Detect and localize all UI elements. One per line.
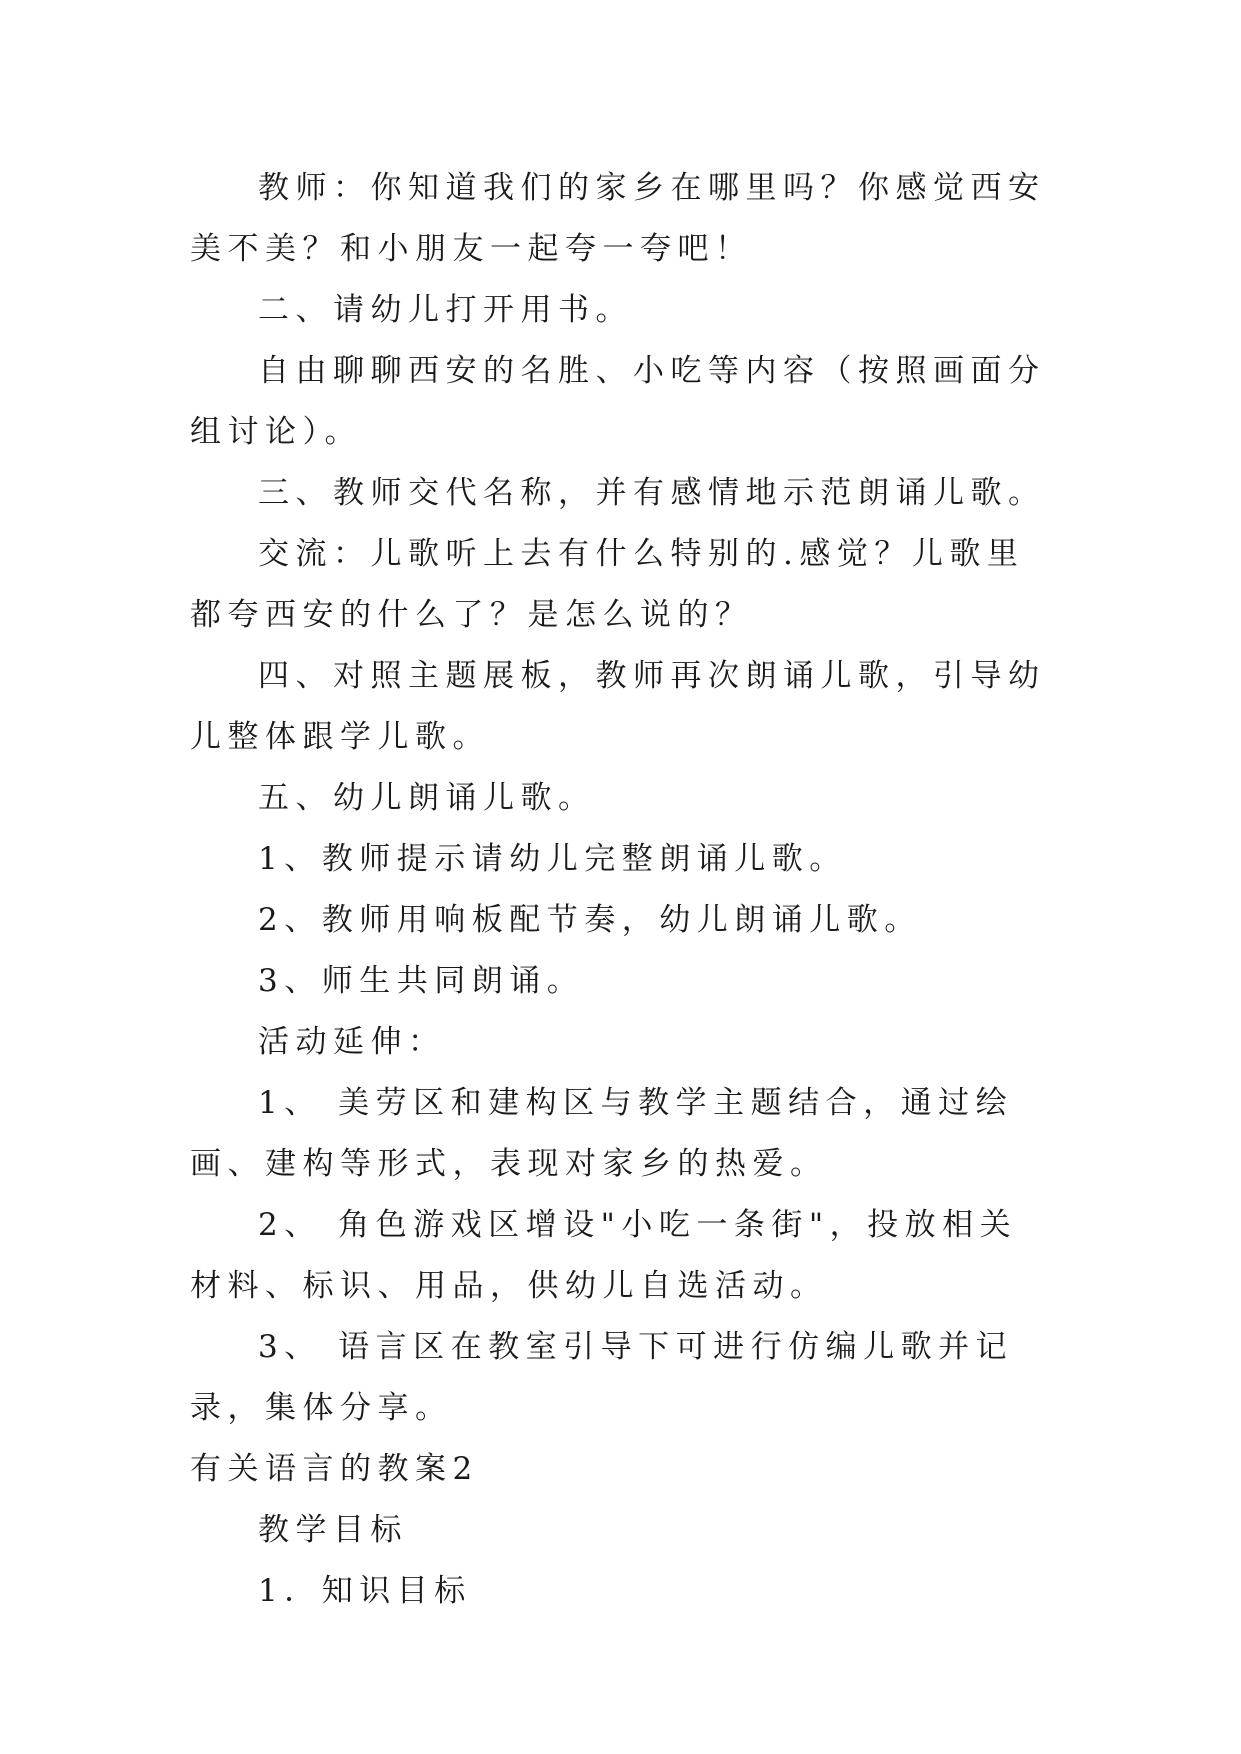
- paragraph-step-4: 四、对照主题展板，教师再次朗诵儿歌，引导幼儿整体跟学儿歌。: [190, 658, 1046, 755]
- section-heading: 有关语言的教案2: [190, 1451, 479, 1487]
- paragraph-item-2: 2、教师用响板配节奏，幼儿朗诵儿歌。: [258, 902, 922, 938]
- paragraph-item-3: 3、师生共同朗诵。: [258, 963, 585, 999]
- paragraph-extension-2: 2、 角色游戏区增设"小吃一条街"，投放相关材料、标识、用品，供幼儿自选活动。: [190, 1207, 1018, 1304]
- paragraph-step-2: 二、请幼儿打开用书。: [258, 292, 633, 328]
- paragraph-step-5: 五、幼儿朗诵儿歌。: [258, 780, 596, 816]
- paragraph-knowledge-goal: 1．知识目标: [258, 1573, 472, 1609]
- paragraph-exchange: 交流：儿歌听上去有什么特别的.感觉？儿歌里都夸西安的什么了？是怎么说的？: [190, 536, 1025, 633]
- paragraph-activity-extension: 活动延伸：: [258, 1024, 446, 1060]
- paragraph-teacher-question: 教师：你知道我们的家乡在哪里吗？你感觉西安美不美？和小朋友一起夸一夸吧！: [190, 170, 1046, 267]
- paragraph-free-chat: 自由聊聊西安的名胜、小吃等内容（按照画面分组讨论）。: [190, 353, 1046, 450]
- paragraph-extension-1: 1、 美劳区和建构区与教学主题结合，通过绘画、建构等形式，表现对家乡的热爱。: [190, 1085, 1014, 1182]
- paragraph-step-3: 三、教师交代名称，并有感情地示范朗诵儿歌。: [258, 475, 1046, 511]
- paragraph-extension-3: 3、 语言区在教室引导下可进行仿编儿歌并记录，集体分享。: [190, 1329, 1014, 1426]
- paragraph-teaching-goal: 教学目标: [258, 1512, 408, 1548]
- document-body: [190, 158, 1050, 1622]
- paragraph-item-1: 1、教师提示请幼儿完整朗诵儿歌。: [258, 841, 847, 877]
